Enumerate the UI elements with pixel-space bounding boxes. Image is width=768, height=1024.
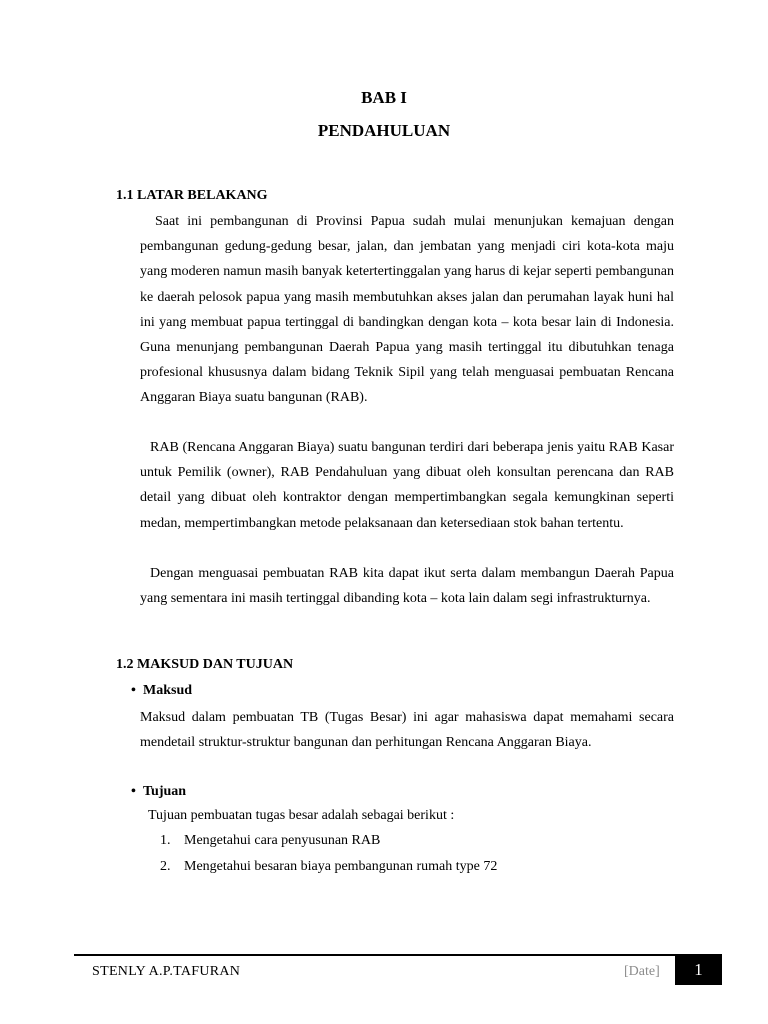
- footer-divider: [74, 954, 722, 956]
- footer-author: STENLY A.P.TAFURAN: [92, 964, 241, 979]
- paragraph-latar-belakang-1: Saat ini pembangunan di Provinsi Papua sudah mulai menunjukan kemajuan dengan pembangunan gedung-gedung besar, jalan, dan jembatan yang menjadi ciri kota-kota maju yang moderen namun masih banyak ketertertinggalan yang harus di kejar seperti pembangunan ke daerah pelosok papua yang masih membutuhkan akses jalan dan perumahan layak huni hal ini yang membuat papua tertinggal di bandingkan dengan kota – kota besar lain di Indonesia. Guna menunjang pembangunan Daerah Papua yang masih tertinggal itu dibutuhkan tenaga profesional khususnya dalam bidang Teknik Sipil yang telah menguasai pembuatan Rencana Anggaran Biaya suatu bangunan (RAB).: [140, 214, 674, 406]
- list-item-text: Mengetahui cara penyusunan RAB: [184, 833, 381, 848]
- list-item-number: 1.: [160, 833, 171, 848]
- section-heading-maksud-tujuan: 1.2 MAKSUD DAN TUJUAN: [116, 657, 294, 672]
- paragraph-latar-belakang-3: Dengan menguasai pembuatan RAB kita dapat ikut serta dalam membangun Daerah Papua yang sementara ini masih tertinggal dibanding kota – kota lain dalam segi infrastrukturnya.: [140, 566, 674, 607]
- list-item-text: Mengetahui besaran biaya pembangunan rumah type 72: [184, 859, 498, 874]
- page-number-box: 1: [675, 954, 722, 985]
- bullet-maksud: [131, 683, 192, 699]
- chapter-title: PENDAHULUAN: [317, 121, 451, 140]
- paragraph-latar-belakang-2: RAB (Rencana Anggaran Biaya) suatu bangunan terdiri dari beberapa jenis yaitu RAB Kasar untuk Pemilik (owner), RAB Pendahuluan yang dibuat oleh konsultan perencana dan RAB detail yang dibuat oleh kontraktor dengan mempertimbangkan segala kemungkinan seperti medan, mempertimbangkan metode pelaksanaan dan ketersediaan stok bahan tertentu.: [140, 440, 674, 531]
- paragraph-maksud: Maksud dalam pembuatan TB (Tugas Besar) ini agar mahasiswa dapat memahami secara mendetail struktur-struktur bangunan dan perhitungan Rencana Anggaran Biaya.: [140, 710, 674, 751]
- bullet-label-tujuan: Tujuan: [143, 784, 187, 799]
- bullet-tujuan: [131, 784, 186, 800]
- list-item: [160, 833, 380, 849]
- chapter-number: BAB I: [361, 88, 407, 107]
- section-heading-latar-belakang: 1.1 LATAR BELAKANG: [116, 188, 268, 203]
- bullet-dot-icon: •: [131, 784, 136, 799]
- list-item-number: 2.: [160, 859, 171, 874]
- list-item: [160, 859, 497, 875]
- tujuan-intro: Tujuan pembuatan tugas besar adalah sebagai berikut :: [148, 808, 455, 823]
- footer-date-placeholder: [Date]: [624, 964, 660, 979]
- bullet-label-maksud: Maksud: [143, 683, 193, 698]
- bullet-dot-icon: •: [131, 683, 136, 698]
